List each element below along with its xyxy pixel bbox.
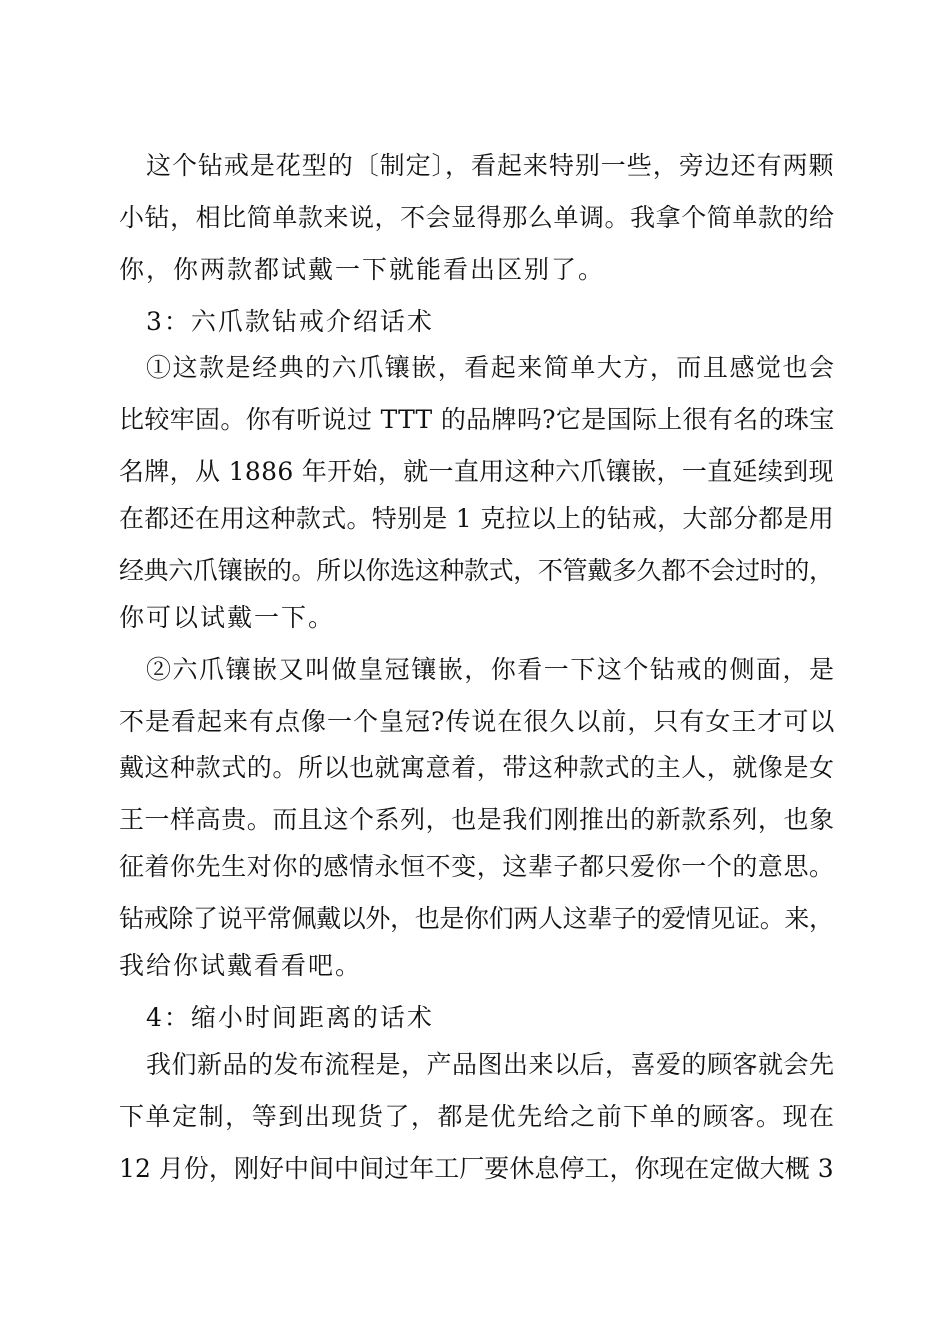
section-heading: 3：六爪款钻戒介绍话术 — [146, 307, 434, 336]
paragraph-line: 我们新品的发布流程是，产品图出来以后，喜爱的顾客就会先 — [146, 1050, 835, 1079]
paragraph-line: 不是看起来有点像一个皇冠?传说在很久以前，只有女王才可以 — [119, 707, 836, 736]
paragraph-line: ①这款是经典的六爪镶嵌，看起来简单大方，而且感觉也会 — [146, 353, 836, 382]
paragraph-line: 王一样高贵。而且这个系列，也是我们刚推出的新款系列，也象 — [119, 805, 835, 834]
paragraph-line: 这个钻戒是花型的〔制定〕，看起来特别一些，旁边还有两颗 — [146, 151, 835, 180]
paragraph-line: ②六爪镶嵌又叫做皇冠镶嵌，你看一下这个钻戒的侧面，是 — [146, 655, 836, 684]
paragraph-line: 下单定制，等到出现货了，都是优先给之前下单的顾客。现在 — [119, 1102, 836, 1131]
paragraph-line: 名牌，从 1886 年开始，就一直用这种六爪镶嵌，一直延续到现 — [119, 457, 834, 486]
paragraph-line: 比较牢固。你有听说过 TTT 的品牌吗?它是国际上很有名的珠宝 — [119, 405, 835, 434]
section-heading: 4：缩小时间距离的话术 — [146, 1003, 434, 1032]
paragraph-line: 小钻，相比简单款来说，不会显得那么单调。我拿个简单款的给 — [119, 203, 835, 232]
paragraph-line: 你可以试戴一下。 — [119, 603, 336, 632]
paragraph-line: 在都还在用这种款式。特别是 1 克拉以上的钻戒，大部分都是用 — [119, 504, 835, 533]
paragraph-line: 征着你先生对你的感情永恒不变，这辈子都只爱你一个的意思。 — [119, 852, 835, 881]
paragraph-line: 钻戒除了说平常佩戴以外，也是你们两人这辈子的爱情见证。来， — [119, 904, 834, 933]
paragraph-line: 我给你试戴看看吧。 — [119, 951, 363, 980]
paragraph-line: 你，你两款都试戴一下就能看出区别了。 — [119, 255, 606, 284]
paragraph-line: 戴这种款式的。所以也就寓意着，带这种款式的主人，就像是女 — [119, 753, 835, 782]
paragraph-line: 12 月份，刚好中间中间过年工厂要休息停工，你现在定做大概 3 — [119, 1154, 834, 1183]
paragraph-line: 经典六爪镶嵌的。所以你选这种款式，不管戴多久都不会过时的， — [119, 556, 834, 585]
